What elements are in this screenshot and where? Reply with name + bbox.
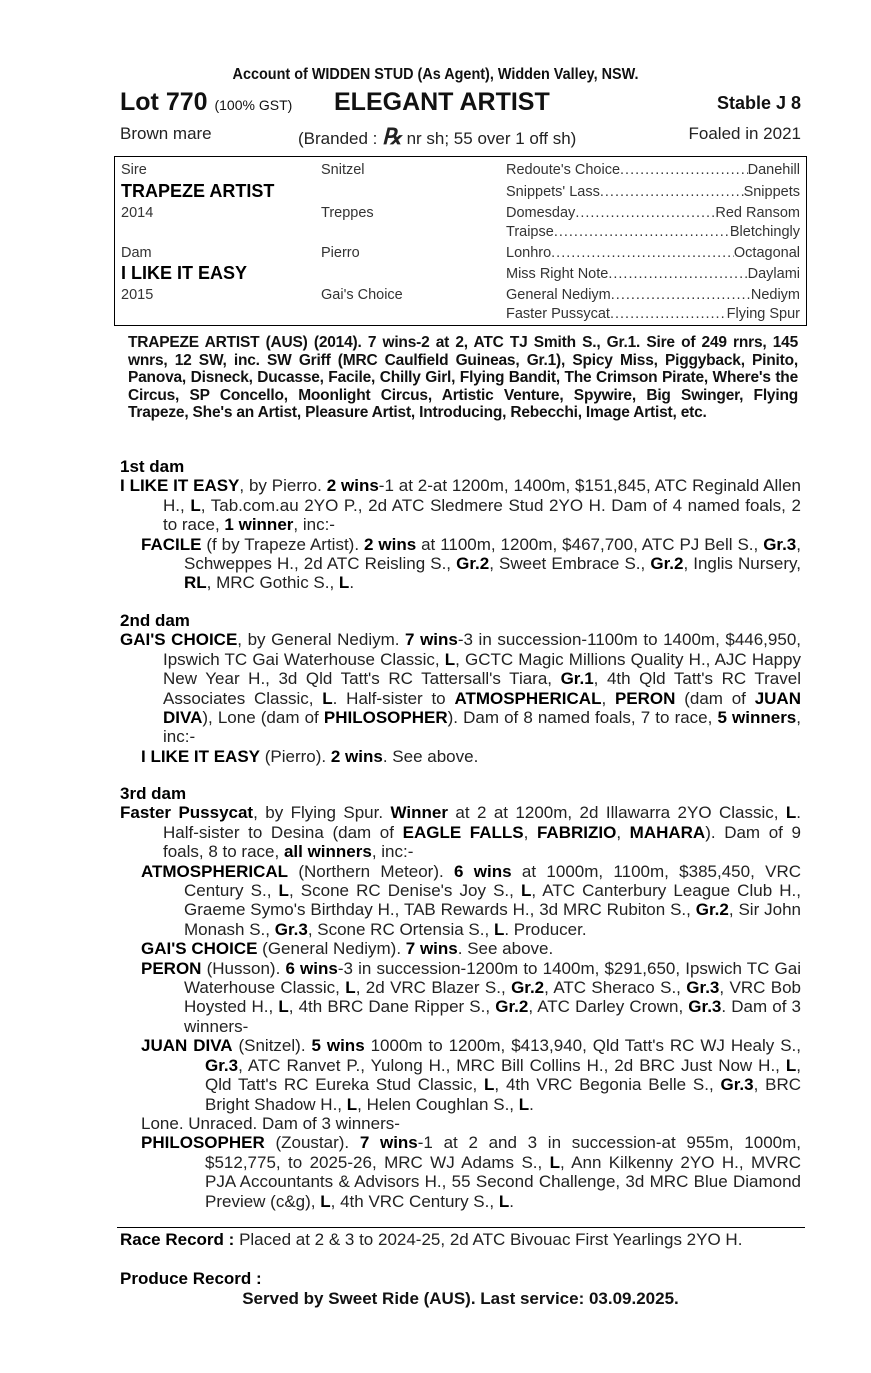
text-run: . Half-sister to <box>332 688 455 708</box>
pedigree-entry <box>120 1036 801 1114</box>
bold-run: EAGLE FALLS <box>402 822 524 842</box>
text-run: , BRC Bright Shadow H., <box>205 1075 801 1114</box>
foaled-year: Foaled in 2021 <box>688 124 801 143</box>
served-note: Served by Sweet Ride (AUS). Last service: 03.09.2025. <box>242 1289 679 1308</box>
pedigree-entry <box>120 630 801 746</box>
text-run: , Scone RC Ortensia S., <box>307 919 494 939</box>
second-dam-entries <box>120 630 801 766</box>
text-run: (Northern Meteor). <box>288 861 455 881</box>
text-run: . <box>509 1191 514 1211</box>
g3-right: Daylami <box>747 266 800 282</box>
text-run: , Ann Kilkenny 2YO H., MVRC PJA Accountants & Advisors H., 55 Second Challenge, 3d MRC Blue Diamond Preview (c&g), <box>205 1152 801 1211</box>
bold-run: PERON <box>614 688 676 708</box>
text-run: . Dam of 3 winners- <box>184 997 802 1036</box>
text-run: , Sir John Monash S., <box>184 900 801 939</box>
first-dam-heading: 1st dam <box>120 457 185 476</box>
g3-left: Traipse <box>506 224 554 240</box>
lot-line <box>120 88 801 118</box>
g3-left: Snippets' Lass <box>506 184 600 200</box>
text-run: , 2d VRC Blazer S., <box>355 978 512 998</box>
bold-run: PHILOSOPHER <box>323 708 448 728</box>
text-run: (Husson). <box>201 958 286 978</box>
bold-run: GAI'S CHOICE <box>120 630 238 650</box>
text-run: , ATC Darley Crown, <box>528 997 689 1017</box>
pedigree-entry <box>120 1114 801 1133</box>
text-run: , 4th Qld Tatt's RC Travel Associates Classic, <box>163 669 801 708</box>
bold-run: I LIKE IT EASY <box>120 476 240 496</box>
g3-left: Redoute's Choice <box>506 162 621 178</box>
text-run: , MRC Gothic S., <box>206 573 339 593</box>
produce-record-label: Produce Record : <box>120 1269 262 1288</box>
text-run: ). Dam of 9 foals, 8 to race, <box>163 822 801 862</box>
text-run: . Producer. <box>504 919 587 939</box>
text-run: , 4th VRC Begonia Belle S., <box>494 1075 721 1095</box>
bold-run: MAHARA <box>629 822 706 842</box>
lot-label: Lot 770 <box>120 88 208 116</box>
sire-name: TRAPEZE ARTIST <box>121 181 275 201</box>
first-dam-entries <box>120 476 801 592</box>
bold-run: L <box>498 1191 510 1211</box>
g3-right: Snippets <box>743 184 800 200</box>
bold-run: RL <box>184 573 207 593</box>
pedigree-entry <box>120 862 801 940</box>
text-run: -1 at 2-at 1200m, 1400m, $151,845, ATC Reginald Allen H., <box>163 476 801 515</box>
g3-right: Bletchingly <box>729 224 800 240</box>
text-run: , Inglis Nursery, <box>683 554 801 574</box>
text-run: ), Lone (dam of <box>202 708 324 728</box>
bold-run: ATMOSPHERICAL <box>141 861 289 881</box>
text-run: , Sweet Embrace S., <box>489 554 651 574</box>
produce-record <box>120 1269 801 1288</box>
pedigree-g3-row <box>506 245 800 261</box>
g3-left: Faster Pussycat <box>506 306 610 322</box>
g3-left: General Nediym <box>506 287 611 303</box>
brand-mark-icon: ℞ <box>382 124 402 150</box>
bold-run: PERON <box>141 958 202 978</box>
text-run: , Scone RC Denise's Joy S., <box>288 881 521 901</box>
bold-run: 6 wins <box>454 861 512 881</box>
pedigree-g3-row <box>506 205 800 221</box>
text-run: , by Flying Spur. <box>253 803 391 823</box>
text-run: , 4th VRC Century S., <box>330 1191 499 1211</box>
pedigree-g3-row <box>506 162 800 178</box>
text-run: , GCTC Magic Millions Quality H., AJC Happy New Year H., 3d Qld Tatt's RC Tattersall's Tiara, <box>163 649 801 689</box>
bold-run: Gr.2 <box>495 997 529 1017</box>
bold-run: Faster Pussycat <box>120 803 254 823</box>
bold-run: 6 wins <box>285 958 338 978</box>
race-record-text: Placed at 2 & 3 to 2024-25, 2d ATC Bivouac First Yearlings 2YO H. <box>239 1230 743 1249</box>
bold-run: L <box>549 1152 560 1172</box>
bold-run: Gr.3 <box>763 534 797 554</box>
lot-number <box>120 88 292 117</box>
text-run: , ATC Ranvet P., Yulong H., MRC Bill Collins H., 2d BRC Just Now H., <box>238 1055 786 1075</box>
pedigree-entry <box>120 1133 801 1211</box>
leader-dots <box>551 245 734 261</box>
g3-right: Octagonal <box>733 245 800 261</box>
text-run: , Helen Coughlan S., <box>357 1094 519 1114</box>
bold-run: L <box>345 978 356 998</box>
pedigree-entry <box>120 803 801 861</box>
leader-dots <box>611 287 751 303</box>
g3-right: Danehill <box>747 162 800 178</box>
g3-right: Red Ransom <box>715 205 800 221</box>
sire-sire: Snitzel <box>321 162 365 178</box>
sire-dam: Treppes <box>321 205 374 221</box>
bold-run: L <box>338 573 350 593</box>
text-run: . <box>349 573 355 593</box>
bold-run: L <box>320 1191 331 1211</box>
third-dam-section <box>120 784 801 1211</box>
text-run: , VRC Bob Hoysted H., <box>184 978 802 1017</box>
bold-run: Gr.2 <box>695 900 729 920</box>
text-run: Lone. Unraced. Dam of 3 winners- <box>141 1113 400 1133</box>
sire-label: Sire <box>121 162 147 178</box>
text-run: ). Dam of 8 named foals, 7 to race, <box>447 708 718 728</box>
bold-run: FACILE <box>141 534 202 554</box>
bold-run: Gr.3 <box>720 1075 754 1095</box>
bold-run: L <box>278 881 289 901</box>
dam-year: 2015 <box>121 287 154 303</box>
bold-run: L <box>521 881 532 901</box>
text-run: 1000m to 1200m, $413,940, Qld Tatt's RC WJ Healy S., <box>364 1036 801 1056</box>
bold-run: Gr.3 <box>274 919 308 939</box>
text-run: , Qld Tatt's RC Eureka Stud Classic, <box>205 1055 801 1095</box>
leader-dots <box>600 184 744 200</box>
pedigree-g3-row <box>506 306 800 322</box>
bold-run: L <box>190 495 201 515</box>
bold-run: Gr.2 <box>511 978 545 998</box>
text-run: . Half-sister to Desina (dam of <box>163 803 802 842</box>
text-run: (f by Trapeze Artist). <box>201 534 364 554</box>
bold-run: ATMOSPHERICAL <box>454 688 602 708</box>
text-run: , ATC Sheraco S., <box>544 978 687 998</box>
text-run: -3 in succession-1200m to 1400m, $291,650, Ipswich TC Gai Waterhouse Classic, <box>184 958 802 998</box>
bold-run: Gr.3 <box>686 978 720 998</box>
bold-run: Gr.3 <box>205 1055 239 1075</box>
race-record <box>120 1230 844 1249</box>
dam-label: Dam <box>121 245 152 261</box>
bold-run: L <box>278 997 289 1017</box>
bold-run: 7 wins <box>405 939 458 959</box>
bold-run: L <box>493 919 505 939</box>
pedigree-entry <box>120 959 801 1037</box>
bold-run: Gr.2 <box>650 554 684 574</box>
bold-run: L <box>346 1094 358 1114</box>
bold-run: L <box>518 1094 530 1114</box>
text-run: , ATC Canterbury League Club H., Graeme Symo's Birthday H., TAB Rewards H., 3d MRC Rubiton S., <box>184 881 801 920</box>
text-run: , <box>523 822 537 842</box>
pedigree-table <box>114 156 807 326</box>
vendor-account: Account of WIDDEN STUD (As Agent), Widden Valley, NSW. <box>232 66 639 83</box>
bold-run: 1 winner <box>224 515 294 535</box>
bold-run: FABRIZIO <box>536 822 617 842</box>
bold-run: GAI'S CHOICE <box>141 939 258 959</box>
brand-description <box>298 124 576 150</box>
dam-sire: Pierro <box>321 245 360 261</box>
section-divider <box>117 1227 805 1228</box>
leader-dots <box>554 224 730 240</box>
text-run: at 1100m, 1200m, $467,700, ATC PJ Bell S., <box>416 534 764 554</box>
bold-run: Gr.3 <box>688 997 722 1017</box>
text-run: . <box>529 1094 534 1114</box>
bold-run: 2 wins <box>326 476 379 496</box>
g3-right: Flying Spur <box>726 306 800 322</box>
g3-left: Domesday <box>506 205 576 221</box>
bold-run: I LIKE IT EASY <box>141 746 261 766</box>
text-run: , by General Nediym. <box>237 630 406 650</box>
bold-run: Gr.2 <box>456 554 490 574</box>
sire-year: 2014 <box>121 205 154 221</box>
text-run: , inc:- <box>371 842 414 862</box>
bold-run: 5 winners <box>717 708 797 728</box>
bold-run: 5 wins <box>311 1036 365 1056</box>
dam-name: I LIKE IT EASY <box>121 263 248 283</box>
text-run: at 2 at 1200m, 2d Illawarra 2YO Classic, <box>447 803 786 823</box>
dam-dam: Gai's Choice <box>321 287 403 303</box>
bold-run: 2 wins <box>364 534 417 554</box>
pedigree-entry <box>120 939 801 958</box>
leader-dots <box>575 205 715 221</box>
g3-left: Miss Right Note <box>506 266 609 282</box>
pedigree-entry <box>120 535 801 593</box>
gst-note: (100% GST) <box>214 97 293 113</box>
pedigree-entry <box>120 747 801 766</box>
pedigree-g3-row <box>506 287 800 303</box>
g3-right: Nediym <box>750 287 800 303</box>
text-run: , inc:- <box>293 515 335 535</box>
text-run: , <box>601 688 615 708</box>
brand-prefix: (Branded : <box>298 129 383 148</box>
leader-dots <box>620 162 748 178</box>
pedigree-g3-row <box>506 224 800 240</box>
text-run: , inc:- <box>163 708 801 747</box>
text-run: (dam of <box>675 688 755 708</box>
text-run: . See above. <box>382 746 479 766</box>
text-run: . See above. <box>457 939 554 959</box>
bold-run: L <box>785 803 797 823</box>
pedigree-entry <box>120 476 801 534</box>
second-dam-section <box>120 611 801 766</box>
text-run: -3 in succession-1100m to 1400m, $446,950, Ipswich TC Gai Waterhouse Classic, <box>163 630 801 669</box>
text-run: , by Pierro. <box>239 476 327 496</box>
bold-run: L <box>484 1075 495 1095</box>
text-run: , Tab.com.au 2YO P., 2d ATC Sledmere Stud 2YO H. Dam of 4 named foals, 2 to race, <box>163 495 801 535</box>
text-run: (Zoustar). <box>264 1133 360 1153</box>
text-run: , <box>616 822 630 842</box>
bold-run: L <box>322 688 333 708</box>
leader-dots <box>610 306 727 322</box>
bold-run: 7 wins <box>359 1133 418 1153</box>
horse-name: ELEGANT ARTIST <box>334 88 550 116</box>
bold-run: Winner <box>390 803 448 823</box>
text-run: , Schweppes H., 2d ATC Reisling S., <box>184 534 802 574</box>
text-run: (Snitzel). <box>232 1036 312 1056</box>
text-run: at 1000m, 1100m, $385,450, VRC Century S., <box>184 861 802 901</box>
sire-summary: TRAPEZE ARTIST (AUS) (2014). 7 wins-2 at 2, ATC TJ Smith S., Gr.1. Sire of 249 rnrs, 145 wnrs, 12 SW, inc. SW Griff (MRC Caulfield Guineas, Gr.1), Spicy Miss, Piggyback, Pinito, Panova, Disneck, Ducasse, Facile, Chilly Girl, Flying Bandit, The Crimson Pirate, Where's the Circus, SP Concello, Moonlight Circus, Artistic Venture, Spywire, Big Swinger, Flying Trapeze, She's an Artist, Pleasure Artist, Introducing, Rebecchi, Image Artist, etc. <box>128 334 798 421</box>
g3-left: Lonhro <box>506 245 552 261</box>
race-record-label: Race Record : <box>120 1230 235 1249</box>
pedigree-g3-row <box>506 184 800 200</box>
text-run: (General Nediym). <box>257 939 406 959</box>
brand-suffix: nr sh; 55 over 1 off sh) <box>401 129 577 148</box>
bold-run: L <box>785 1055 797 1075</box>
pedigree-g3-row <box>506 266 800 282</box>
text-run: (Pierro). <box>260 746 331 766</box>
third-dam-entries <box>120 803 801 1211</box>
first-dam-section <box>120 457 801 593</box>
bold-run: JUAN DIVA <box>141 1036 233 1056</box>
second-dam-heading: 2nd dam <box>120 611 190 630</box>
text-run: , 4th BRC Dane Ripper S., <box>288 997 496 1017</box>
third-dam-heading: 3rd dam <box>120 784 187 803</box>
bold-run: 7 wins <box>405 630 458 650</box>
text-run: -1 at 2 and 3 in succession-at 955m, 1000m, $512,775, to 2025-26, MRC WJ Adams S., <box>205 1133 802 1172</box>
bold-run: 2 wins <box>330 746 383 766</box>
bold-run: L <box>444 649 456 669</box>
horse-sex: Brown mare <box>120 124 212 143</box>
bold-run: PHILOSOPHER <box>141 1133 265 1153</box>
leader-dots <box>608 266 747 282</box>
bold-run: Gr.1 <box>560 669 594 689</box>
bold-run: JUAN DIVA <box>163 688 801 728</box>
bold-run: all winners <box>283 842 372 862</box>
stable-location: Stable J 8 <box>716 93 801 113</box>
